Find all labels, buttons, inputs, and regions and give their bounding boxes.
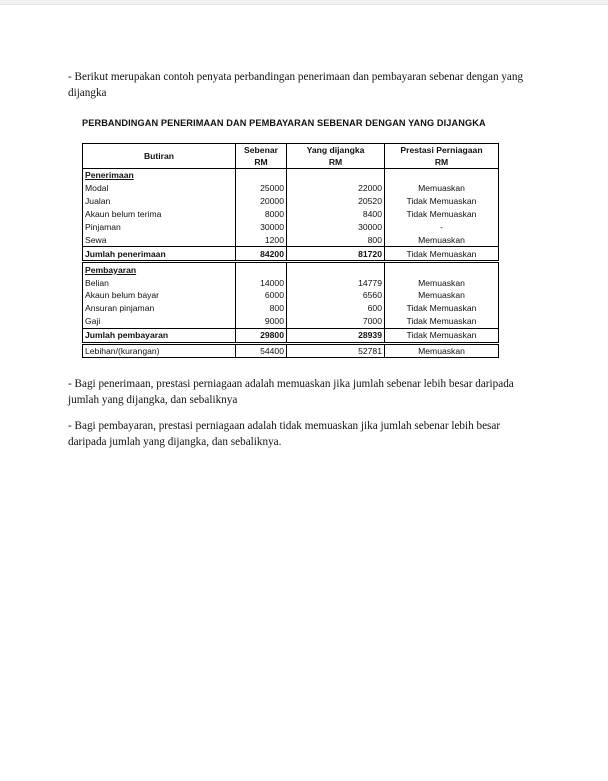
table-row: Modal 25000 22000 Memuaskan	[83, 182, 499, 195]
section-row-receipts	[83, 169, 499, 182]
page-top-edge	[0, 0, 608, 5]
payments-total-row: Jumlah pembayaran 29800 28939 Tidak Memuaskan	[83, 328, 499, 343]
table-row: Akaun belum bayar 6000 6560 Memuaskan	[83, 289, 499, 302]
comparison-table	[82, 143, 499, 358]
section-row-payments	[83, 262, 499, 276]
header-item: Butiran	[83, 144, 236, 169]
section-label-receipts: Penerimaan	[83, 169, 236, 182]
table-header-row	[83, 144, 499, 169]
table-row: Jualan 20000 20520 Tidak Memuaskan	[83, 195, 499, 208]
surplus-row: Lebihan/(kurangan) 54400 52781 Memuaskan	[83, 343, 499, 358]
header-expected: Yang dijangka RM	[287, 144, 385, 169]
receipts-total-row: Jumlah penerimaan 84200 81720 Tidak Memuaskan	[83, 247, 499, 262]
note-receipts: - Bagi penerimaan, prestasi perniagaan adalah memuaskan jika jumlah sebenar lebih besar daripada jumlah yang dijangka, dan sebaliknya	[68, 378, 514, 406]
note-payments: - Bagi pembayaran, prestasi perniagaan adalah tidak memuaskan jika jumlah sebenar lebih besar daripada jumlah yang dijangka, dan sebaliknya.	[68, 420, 501, 448]
header-actual: Sebenar RM	[236, 144, 287, 169]
table-row: Pinjaman 30000 30000 -	[83, 221, 499, 234]
table-row: Sewa 1200 800 Memuaskan	[83, 233, 499, 246]
table-row: Akaun belum terima 8000 8400 Tidak Memuaskan	[83, 208, 499, 221]
table-title: PERBANDINGAN PENERIMAAN DAN PEMBAYARAN SEBENAR DENGAN YANG DIJANGKA	[82, 118, 486, 128]
section-label-payments: Pembayaran	[83, 262, 236, 276]
table-row: Belian 14000 14779 Memuaskan	[83, 276, 499, 289]
table-row: Ansuran pinjaman 800 600 Tidak Memuaskan	[83, 302, 499, 315]
table-row: Gaji 9000 7000 Tidak Memuaskan	[83, 315, 499, 328]
intro-paragraph: - Berikut merupakan contoh penyata perbandingan penerimaan dan pembayaran sebenar dengan yang dijangka	[68, 71, 524, 99]
header-status: Prestasi Perniagaan RM	[385, 144, 499, 169]
